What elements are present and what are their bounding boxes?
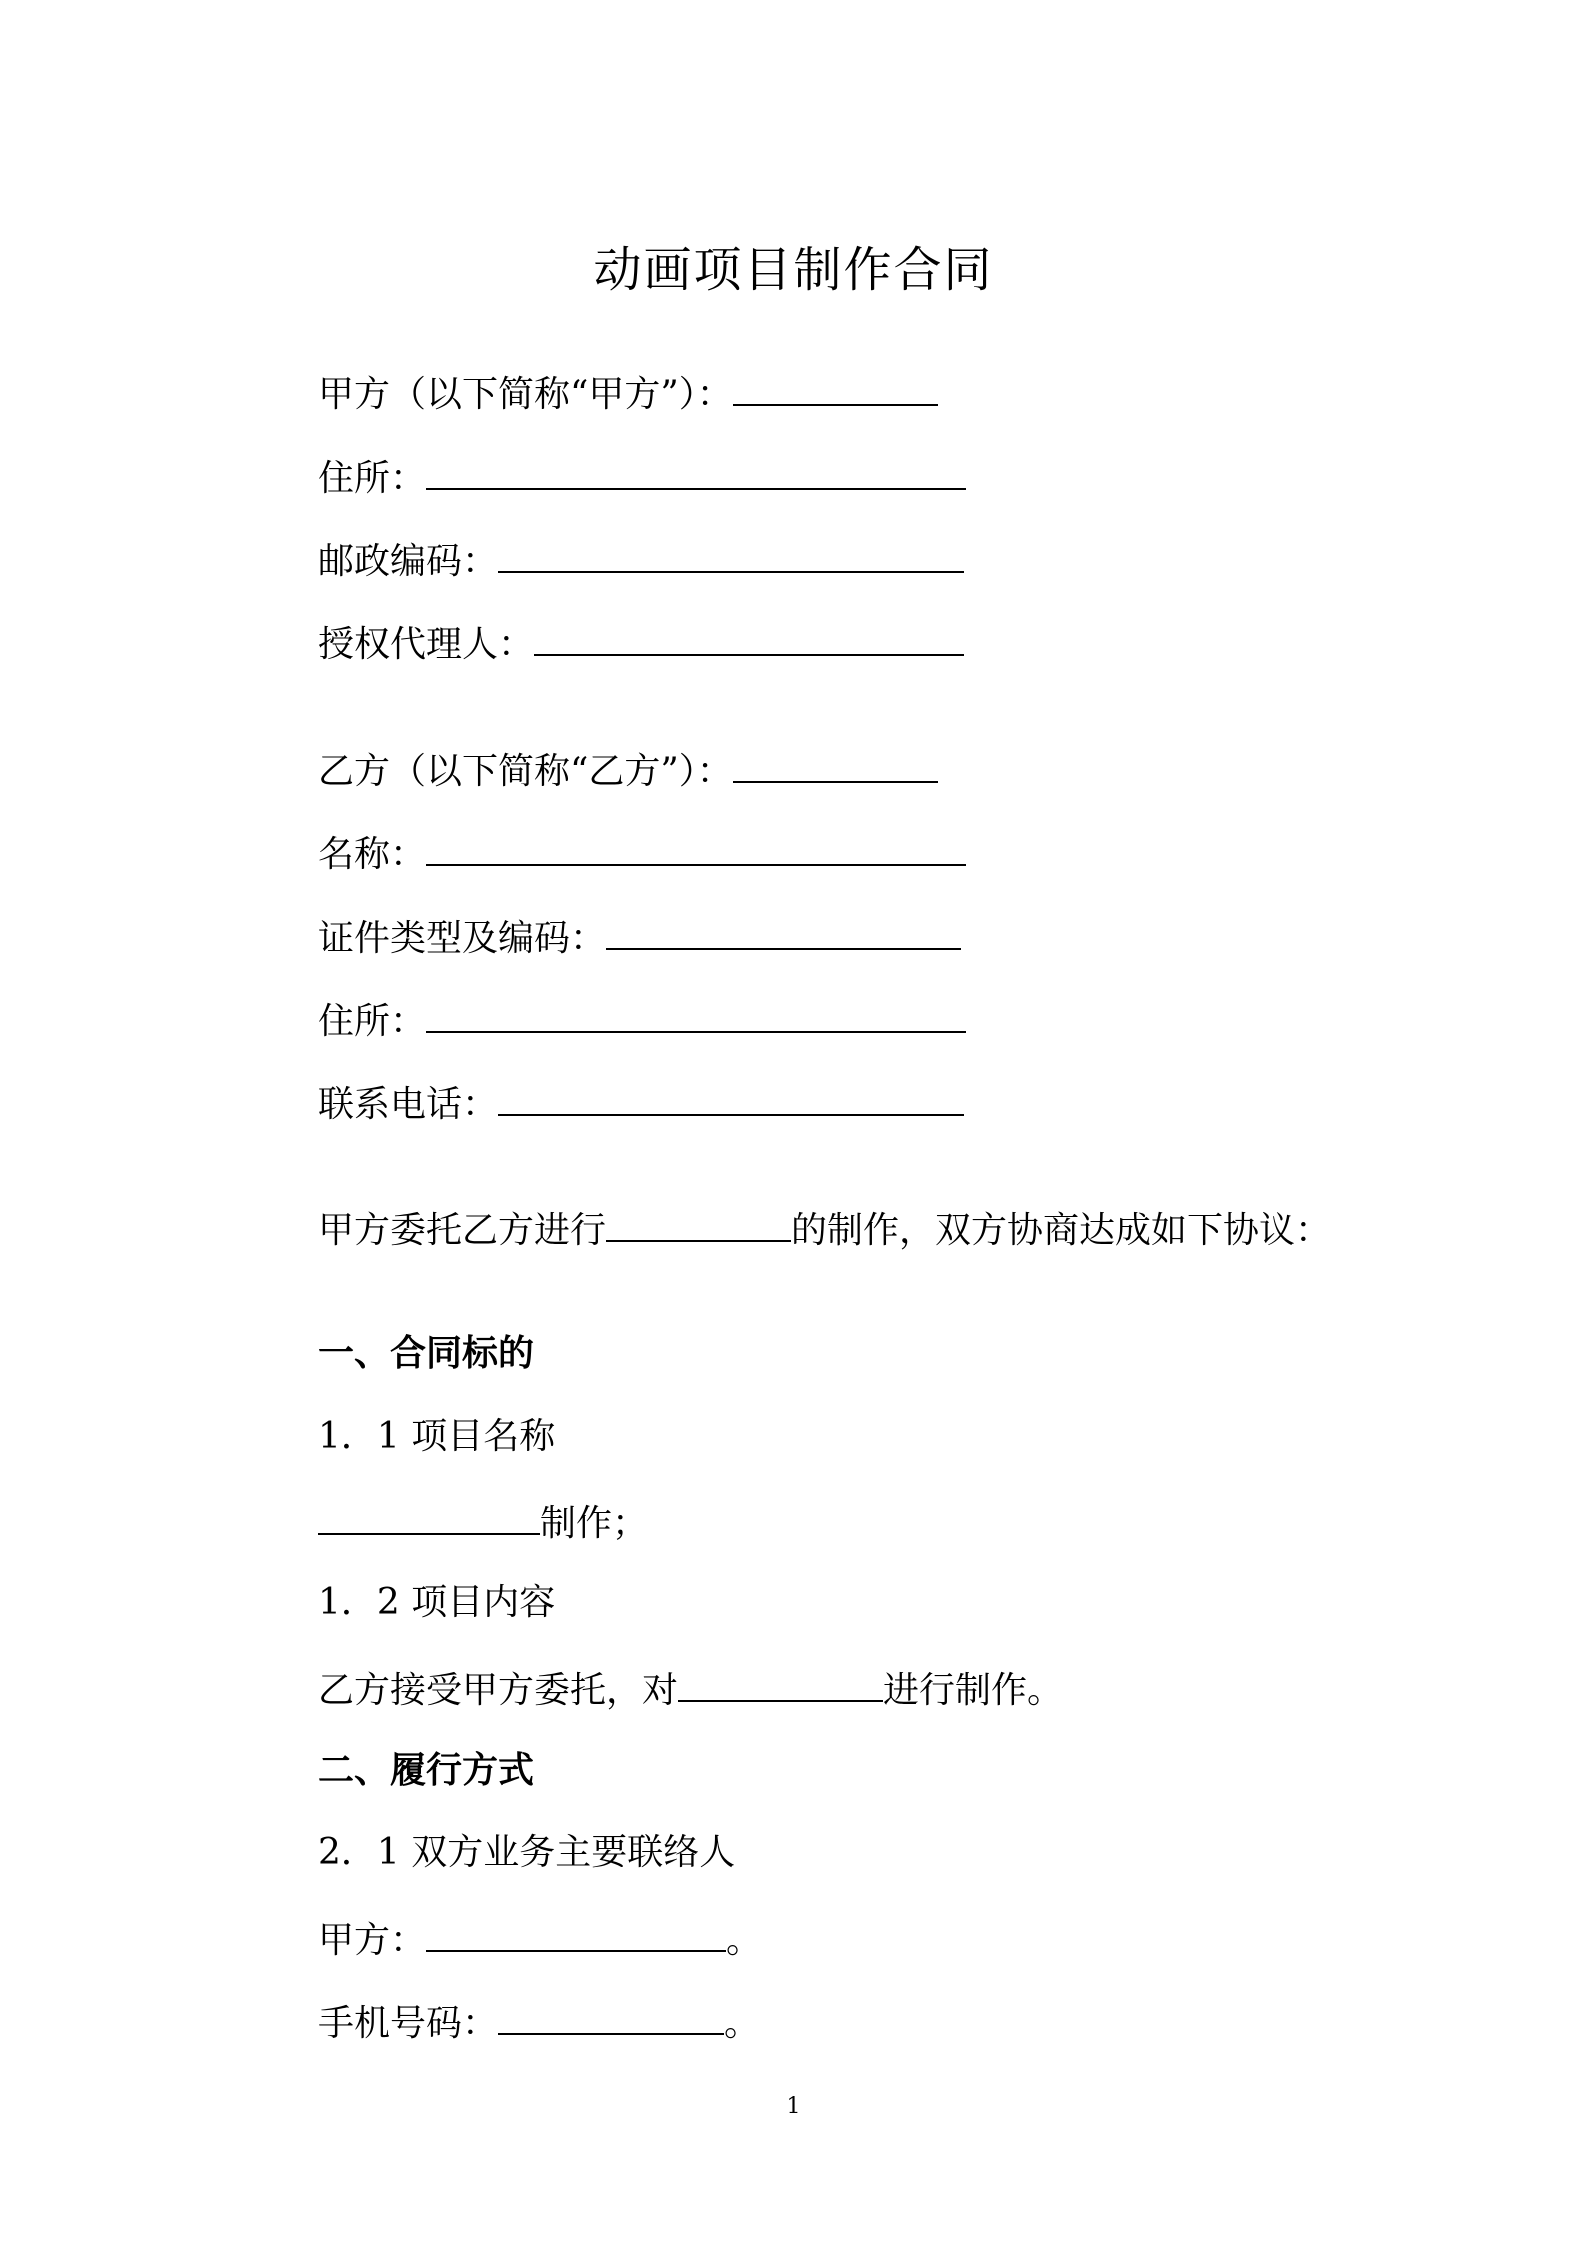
intro-before: 甲方委托乙方进行 — [318, 1210, 607, 1251]
intro-project-blank[interactable] — [606, 1204, 791, 1242]
party-b-address-line — [318, 995, 966, 1045]
party-a-agent-line — [318, 618, 964, 668]
party-b-phone-line — [318, 1078, 964, 1128]
section2-heading: 二、履行方式 — [318, 1749, 535, 1791]
section1-item2-after: 进行制作。 — [883, 1670, 1064, 1711]
section1-item1-text: 制作； — [540, 1503, 649, 1544]
party-a-address-label: 住所： — [318, 458, 427, 499]
party-b-phone-blank[interactable] — [498, 1078, 964, 1116]
party-b-phone-label: 联系电话： — [318, 1084, 499, 1125]
project-content-blank[interactable] — [678, 1664, 883, 1702]
intro-line — [318, 1204, 1331, 1254]
party-a-postcode-blank[interactable] — [498, 535, 964, 573]
contact-end: 。 — [726, 1920, 763, 1961]
party-a-agent-blank[interactable] — [534, 618, 964, 656]
document-title: 动画项目制作合同 — [593, 242, 994, 298]
contact-label: 甲方： — [318, 1920, 427, 1961]
intro-after: 的制作，双方协商达成如下协议： — [791, 1210, 1332, 1251]
contact-blank[interactable] — [426, 1914, 726, 1952]
section1-item1-title: 1．1 项目名称 — [318, 1416, 556, 1457]
party-a-heading-line — [318, 368, 938, 418]
party-b-address-label: 住所： — [318, 1001, 427, 1042]
mobile-end: 。 — [724, 2003, 761, 2044]
party-a-postcode-line — [318, 535, 964, 585]
mobile-line — [318, 1997, 760, 2047]
section1-item1-line — [318, 1497, 648, 1547]
page-number: 1 — [786, 2094, 801, 2119]
party-a-address-blank[interactable] — [426, 452, 966, 490]
party-b-heading: 乙方（以下简称“乙方”）： — [318, 751, 733, 792]
party-b-name-field-blank[interactable] — [426, 828, 966, 866]
party-a-agent-label: 授权代理人： — [318, 624, 535, 665]
mobile-label: 手机号码： — [318, 2003, 499, 2044]
contact-line — [318, 1914, 762, 1964]
party-a-postcode-label: 邮政编码： — [318, 541, 499, 582]
party-b-address-blank[interactable] — [426, 995, 966, 1033]
party-b-name-line — [318, 828, 966, 878]
party-b-id-blank[interactable] — [606, 912, 961, 950]
mobile-blank[interactable] — [498, 1997, 724, 2035]
project-name-blank[interactable] — [318, 1497, 540, 1535]
section2-item1-title: 2．1 双方业务主要联络人 — [318, 1832, 736, 1873]
party-b-name-blank[interactable] — [733, 745, 938, 783]
party-a-heading: 甲方（以下简称“甲方”）： — [318, 374, 733, 415]
party-b-name-label: 名称： — [318, 834, 427, 875]
party-b-id-label: 证件类型及编码： — [318, 918, 607, 959]
party-b-heading-line — [318, 745, 938, 795]
section1-item2-before: 乙方接受甲方委托，对 — [318, 1670, 679, 1711]
party-a-address-line — [318, 452, 966, 502]
party-a-name-blank[interactable] — [733, 368, 938, 406]
party-b-id-line — [318, 912, 961, 962]
section1-item2-line — [318, 1664, 1063, 1714]
section1-item2-title: 1．2 项目内容 — [318, 1582, 556, 1623]
section1-heading: 一、合同标的 — [318, 1332, 535, 1374]
